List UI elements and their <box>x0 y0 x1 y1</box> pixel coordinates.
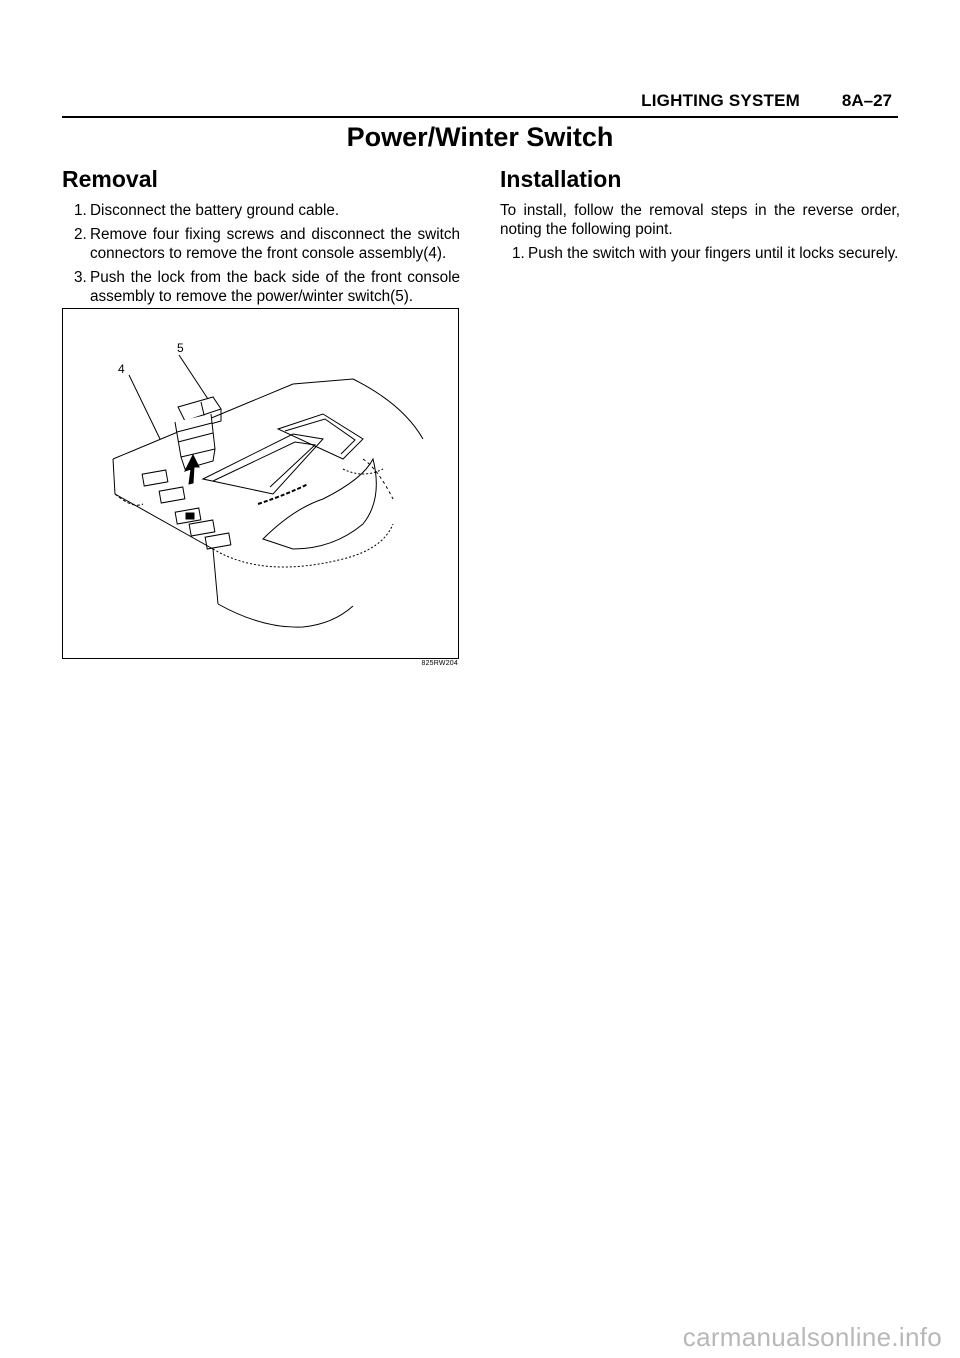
installation-steps <box>500 244 900 263</box>
installation-intro: To install, follow the removal steps in the reverse order, noting the following point. <box>500 202 900 238</box>
console-illustration <box>62 308 459 659</box>
step-number: 1. <box>512 245 525 262</box>
page-title: Power/Winter Switch <box>346 122 614 152</box>
console-drawing <box>63 309 458 658</box>
step-number: 2. <box>74 226 87 243</box>
page-header <box>62 88 898 118</box>
step-text: Push the switch with your fingers until it locks securely. <box>528 245 899 262</box>
step-text: Push the lock from the back side of the front console assembly to remove the power/winter switch(5). <box>90 269 460 305</box>
removal-step <box>62 268 460 306</box>
callout-4: 4 <box>118 362 125 376</box>
leader-line-4 <box>129 375 160 439</box>
leader-line-5 <box>179 355 208 399</box>
console-left-side <box>113 459 218 604</box>
removal-arrow <box>185 455 199 484</box>
removal-step <box>62 201 460 220</box>
step-number: 1. <box>74 202 87 219</box>
step-number: 3. <box>74 269 87 286</box>
removal-step <box>62 225 460 263</box>
installation-heading: Installation <box>500 166 622 192</box>
removal-heading: Removal <box>62 166 158 192</box>
installation-section <box>500 165 900 268</box>
removal-section <box>62 165 460 311</box>
step-text: Remove four fixing screws and disconnect the switch connectors to remove the front console assembly(4). <box>90 226 460 262</box>
step-text: Disconnect the battery ground cable. <box>90 202 340 219</box>
removal-steps <box>62 201 460 306</box>
page-number: 8A–27 <box>841 91 892 110</box>
figure-code: 825RW204 <box>421 660 458 667</box>
section-title: LIGHTING SYSTEM <box>641 91 800 110</box>
callout-5: 5 <box>177 341 184 355</box>
shift-boot <box>263 459 376 549</box>
watermark: carmanualsonline.info <box>682 1322 942 1352</box>
installation-step <box>500 244 900 263</box>
